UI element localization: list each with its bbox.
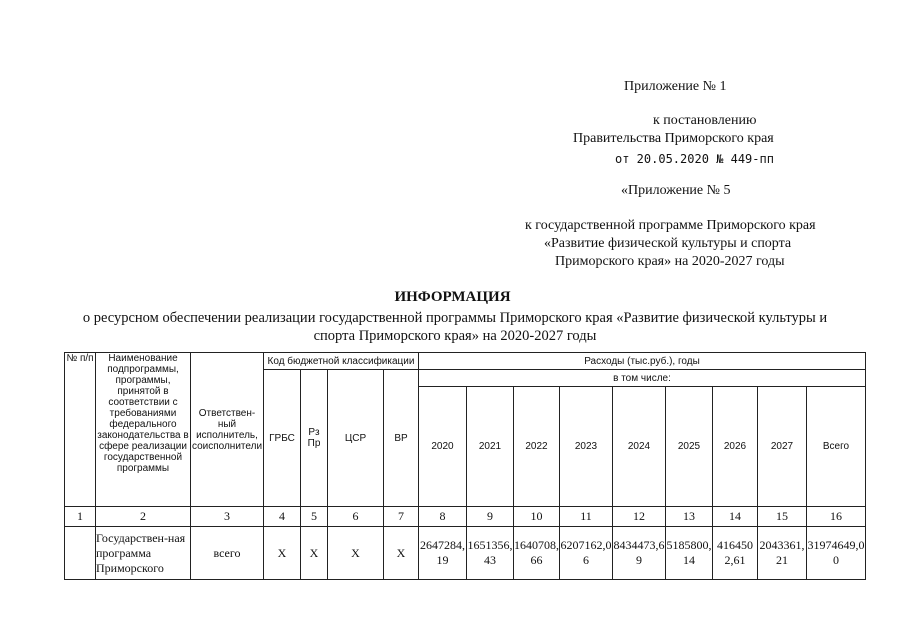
document-subtitle: [55, 309, 855, 345]
row-name: Государствен-ная программа Приморского: [96, 527, 191, 580]
appendix-1-label: Приложение № 1: [624, 79, 727, 94]
year-header-2025: 2025: [666, 387, 713, 507]
table-row: [65, 527, 866, 580]
program-name-line1: «Развитие физической культуры и спорта: [544, 236, 792, 251]
government-label: Правительства Приморского края: [573, 131, 774, 146]
col-header-grbs: ГРБС: [264, 370, 301, 507]
year-header-2024: 2024: [613, 387, 666, 507]
year-header-2027: 2027: [758, 387, 807, 507]
col-number: 9: [467, 507, 514, 527]
group-header-budget: Код бюджетной классификации: [264, 353, 419, 370]
col-number: 6: [328, 507, 384, 527]
col-number: 5: [301, 507, 328, 527]
value-2022: 1640708,66: [514, 527, 560, 580]
col-number: 14: [713, 507, 758, 527]
value-2027: 2043361,21: [758, 527, 807, 580]
to-program-label: к государственной программе Приморского края: [525, 218, 816, 233]
value-2023: 6207162,06: [560, 527, 613, 580]
year-header-2026: 2026: [713, 387, 758, 507]
year-header-2022: 2022: [514, 387, 560, 507]
subgroup-header-in-total: в том числе:: [419, 370, 866, 387]
to-resolution-label: к постановлению: [653, 113, 757, 128]
col-number: 1: [65, 507, 96, 527]
row-no: [65, 527, 96, 580]
resource-table: [64, 352, 866, 580]
col-header-rzpr: Рз Пр: [301, 370, 328, 507]
row-responsible: всего: [191, 527, 264, 580]
year-header-total: Всего: [807, 387, 866, 507]
appendix-5-label: «Приложение № 5: [621, 183, 731, 198]
col-header-responsible: Ответствен-ный исполнитель, соисполнители: [191, 353, 264, 507]
col-header-vr: ВР: [384, 370, 419, 507]
col-number: 10: [514, 507, 560, 527]
year-header-2021: 2021: [467, 387, 514, 507]
col-number: 2: [96, 507, 191, 527]
col-header-name: Наименование подпрограммы, программы, принятой в соответствии с требованиями федерального законодательства в сфере реализации государственной программы: [96, 353, 191, 507]
col-number: 7: [384, 507, 419, 527]
subtitle-line-1: о ресурсном обеспечении реализации государственной программы Приморского края «Развитие физической культуры и: [82, 310, 828, 326]
document-title: ИНФОРМАЦИЯ: [394, 289, 511, 305]
row-csr: Х: [328, 527, 384, 580]
value-2021: 1651356,43: [467, 527, 514, 580]
col-header-csr: ЦСР: [328, 370, 384, 507]
row-vr: Х: [384, 527, 419, 580]
value-total: 31974649,00: [807, 527, 866, 580]
value-2025: 5185800,14: [666, 527, 713, 580]
row-grbs: Х: [264, 527, 301, 580]
col-number: 12: [613, 507, 666, 527]
subtitle-line-2: спорта Приморского края» на 2020-2027 годы: [313, 328, 597, 344]
value-2020: 2647284,19: [419, 527, 467, 580]
resolution-reference: от 20.05.2020 № 449-пп: [615, 152, 774, 166]
year-header-2020: 2020: [419, 387, 467, 507]
col-number: 16: [807, 507, 866, 527]
value-2024: 8434473,69: [613, 527, 666, 580]
col-number: 8: [419, 507, 467, 527]
value-2026: 4164502,61: [713, 527, 758, 580]
col-number: 15: [758, 507, 807, 527]
row-rzpr: Х: [301, 527, 328, 580]
col-number: 11: [560, 507, 613, 527]
col-header-no: № п/п: [65, 353, 96, 507]
col-number: 13: [666, 507, 713, 527]
col-number: 4: [264, 507, 301, 527]
program-name-line2: Приморского края» на 2020-2027 годы: [555, 254, 785, 269]
year-header-2023: 2023: [560, 387, 613, 507]
group-header-expenses: Расходы (тыс.руб.), годы: [419, 353, 866, 370]
col-number: 3: [191, 507, 264, 527]
